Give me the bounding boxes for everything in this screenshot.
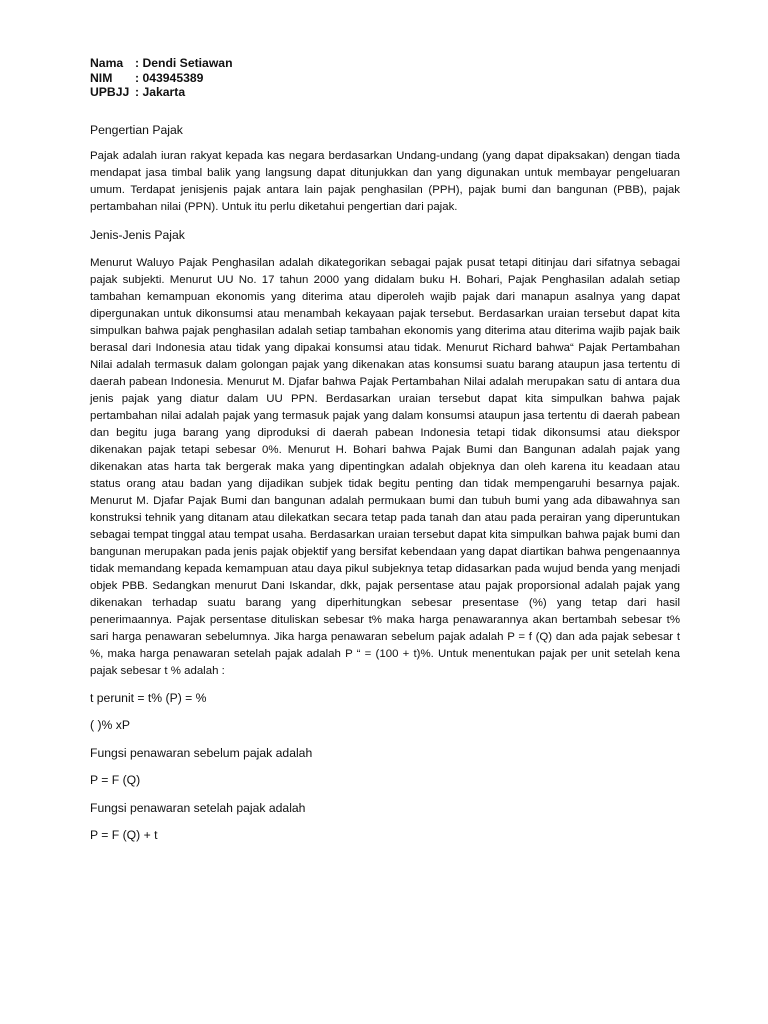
identity-row-nim	[90, 71, 680, 86]
supply-after-tax-label: Fungsi penawaran setelah pajak adalah	[90, 800, 306, 815]
formula-supply-after-tax: P = F (Q) + t	[90, 828, 158, 843]
section-heading-pengertian-pajak: Pengertian Pajak	[90, 122, 183, 137]
nim-value: : 043945389	[135, 70, 204, 85]
nim-label: NIM	[90, 70, 113, 85]
formula-tax-per-unit: t perunit = t% (P) = %	[90, 690, 207, 705]
formula-percent-xp: ( )% xP	[90, 718, 130, 733]
name-label: Nama	[90, 56, 124, 70]
section-heading-jenis-jenis-pajak: Jenis-Jenis Pajak	[90, 228, 185, 243]
upbjj-value: : Jakarta	[135, 85, 186, 99]
paragraph-jenis-jenis-pajak: Menurut Waluyo Pajak Penghasilan adalah dikategorikan sebagai pajak pusat tetapi ditinjau dari sifatnya sebagai pajak subjekti. Menurut UU No. 17 tahun 2000 yang didalam buku H. Bohari, Pajak Penghasilan adalah setiap tambahan kemampuan ekonomis yang diterima atau diperoleh wajib pajak dari manapun asalnya yang dapat dipergunakan untuk dikonsumsi atau menambah kekayaan pajak tersebut. Berdasarkan uraian tersebut dapat kita simpulkan bahwa pajak penghasilan adalah setiap tambahan ekonomis yang diterima atau diterima wajib pajak baik berasal dari Indonesia atau tidak yang dipakai konsumsi atau tidak. Menurut Richard bahwa“ Pajak Pertambahan Nilai adalah termasuk dalam golongan pajak yang dikenakan atas konsumsi suatu barang ataupun jasa tertentu di daerah pabean Indonesia. Menurut M. Djafar bahwa Pajak Pertambahan Nilai adalah merupakan satu di antara dua jenis pajak yang diatur dalam UU PPN. Berdasarkan uraian tersebut dapat kita simpulkan bahwa pajak pertambahan nilai adalah pajak yang termasuk pajak yang dalam konsumsi ataupun jasa tertentu di daerah pabean dan begitu juga barang yang diproduksi di daerah pabean Indonesia tetapi tidak dikonsumsi atau diekspor dikenakan pajak tetapi sebesar 0%. Menurut H. Bohari bahwa Pajak Bumi dan Bangunan adalah pajak yang dikenakan atas harta tak bergerak maka yang dipentingkan adalah objeknya dan oleh karena itu keadaan atau status orang atau badan yang dijadikan subjek tidak begitu penting dan tidak mempengaruhi besarnya pajak. Menurut M. Djafar Pajak Bumi dan bangunan adalah permukaan bumi dan tubuh bumi yang ada dibawahnya san konstruksi tehnik yang ditanam atau dilekatkan secara tetap pada tanah dan atau pada perairan yang diperuntukan sebagai tempat tinggal atau tempat usaha. Berdasarkan uraian tersebut dapat kita simpulkan bahwa pajak bumi dan bangunan merupakan pada jenis pajak objektif yang bersifat kebendaan yang dapat diartikan bahwa pengenaannya tidak memandang kepada kemampuan atau daya pikul subjeknya tetap didasarkan pada wujud benda yang menjadi objek PBB. Sedangkan menurut Dani Iskandar, dkk, pajak persentase atau pajak proporsional adalah pajak yang dikenakan terhadap suatu barang yang diperhitungkan sebesar presentase (%) yang tetap dari hasil penerimaannya. Pajak persentase dituliskan sebesar t% maka harga penawarannya akan bertambah sebesar t% sari harga penawaran sebelumnya. Jika harga penawaran sebelum pajak adalah P = f (Q) dan ada pajak sebesar t %, maka harga penawaran setelah pajak adalah P “ = (100 + t)%. Untuk menentukan pajak per unit setelah kena pajak sebesar t % adalah :	[90, 256, 680, 677]
identity-row-name	[90, 56, 680, 71]
identity-row-upbjj	[90, 85, 680, 100]
formula-supply-before-tax: P = F (Q)	[90, 773, 141, 788]
student-identity-block	[90, 56, 680, 100]
upbjj-label: UPBJJ	[90, 85, 130, 99]
supply-before-tax-label: Fungsi penawaran sebelum pajak adalah	[90, 745, 313, 760]
paragraph-pengertian-pajak: Pajak adalah iuran rakyat kepada kas negara berdasarkan Undang-undang (yang dapat dipaksakan) dengan tiada mendapat jasa timbal balik yang langsung dapat ditunjukkan dan yang digunakan untuk membayar pengeluaran umum. Terdapat jenisjenis pajak antara lain pajak penghasilan (PPH), pajak bumi dan bangunan (PBB), pajak pertambahan nilai (PPN). Untuk itu perlu diketahui pengertian dari pajak.	[90, 150, 680, 214]
name-value: : Dendi Setiawan	[135, 56, 233, 70]
